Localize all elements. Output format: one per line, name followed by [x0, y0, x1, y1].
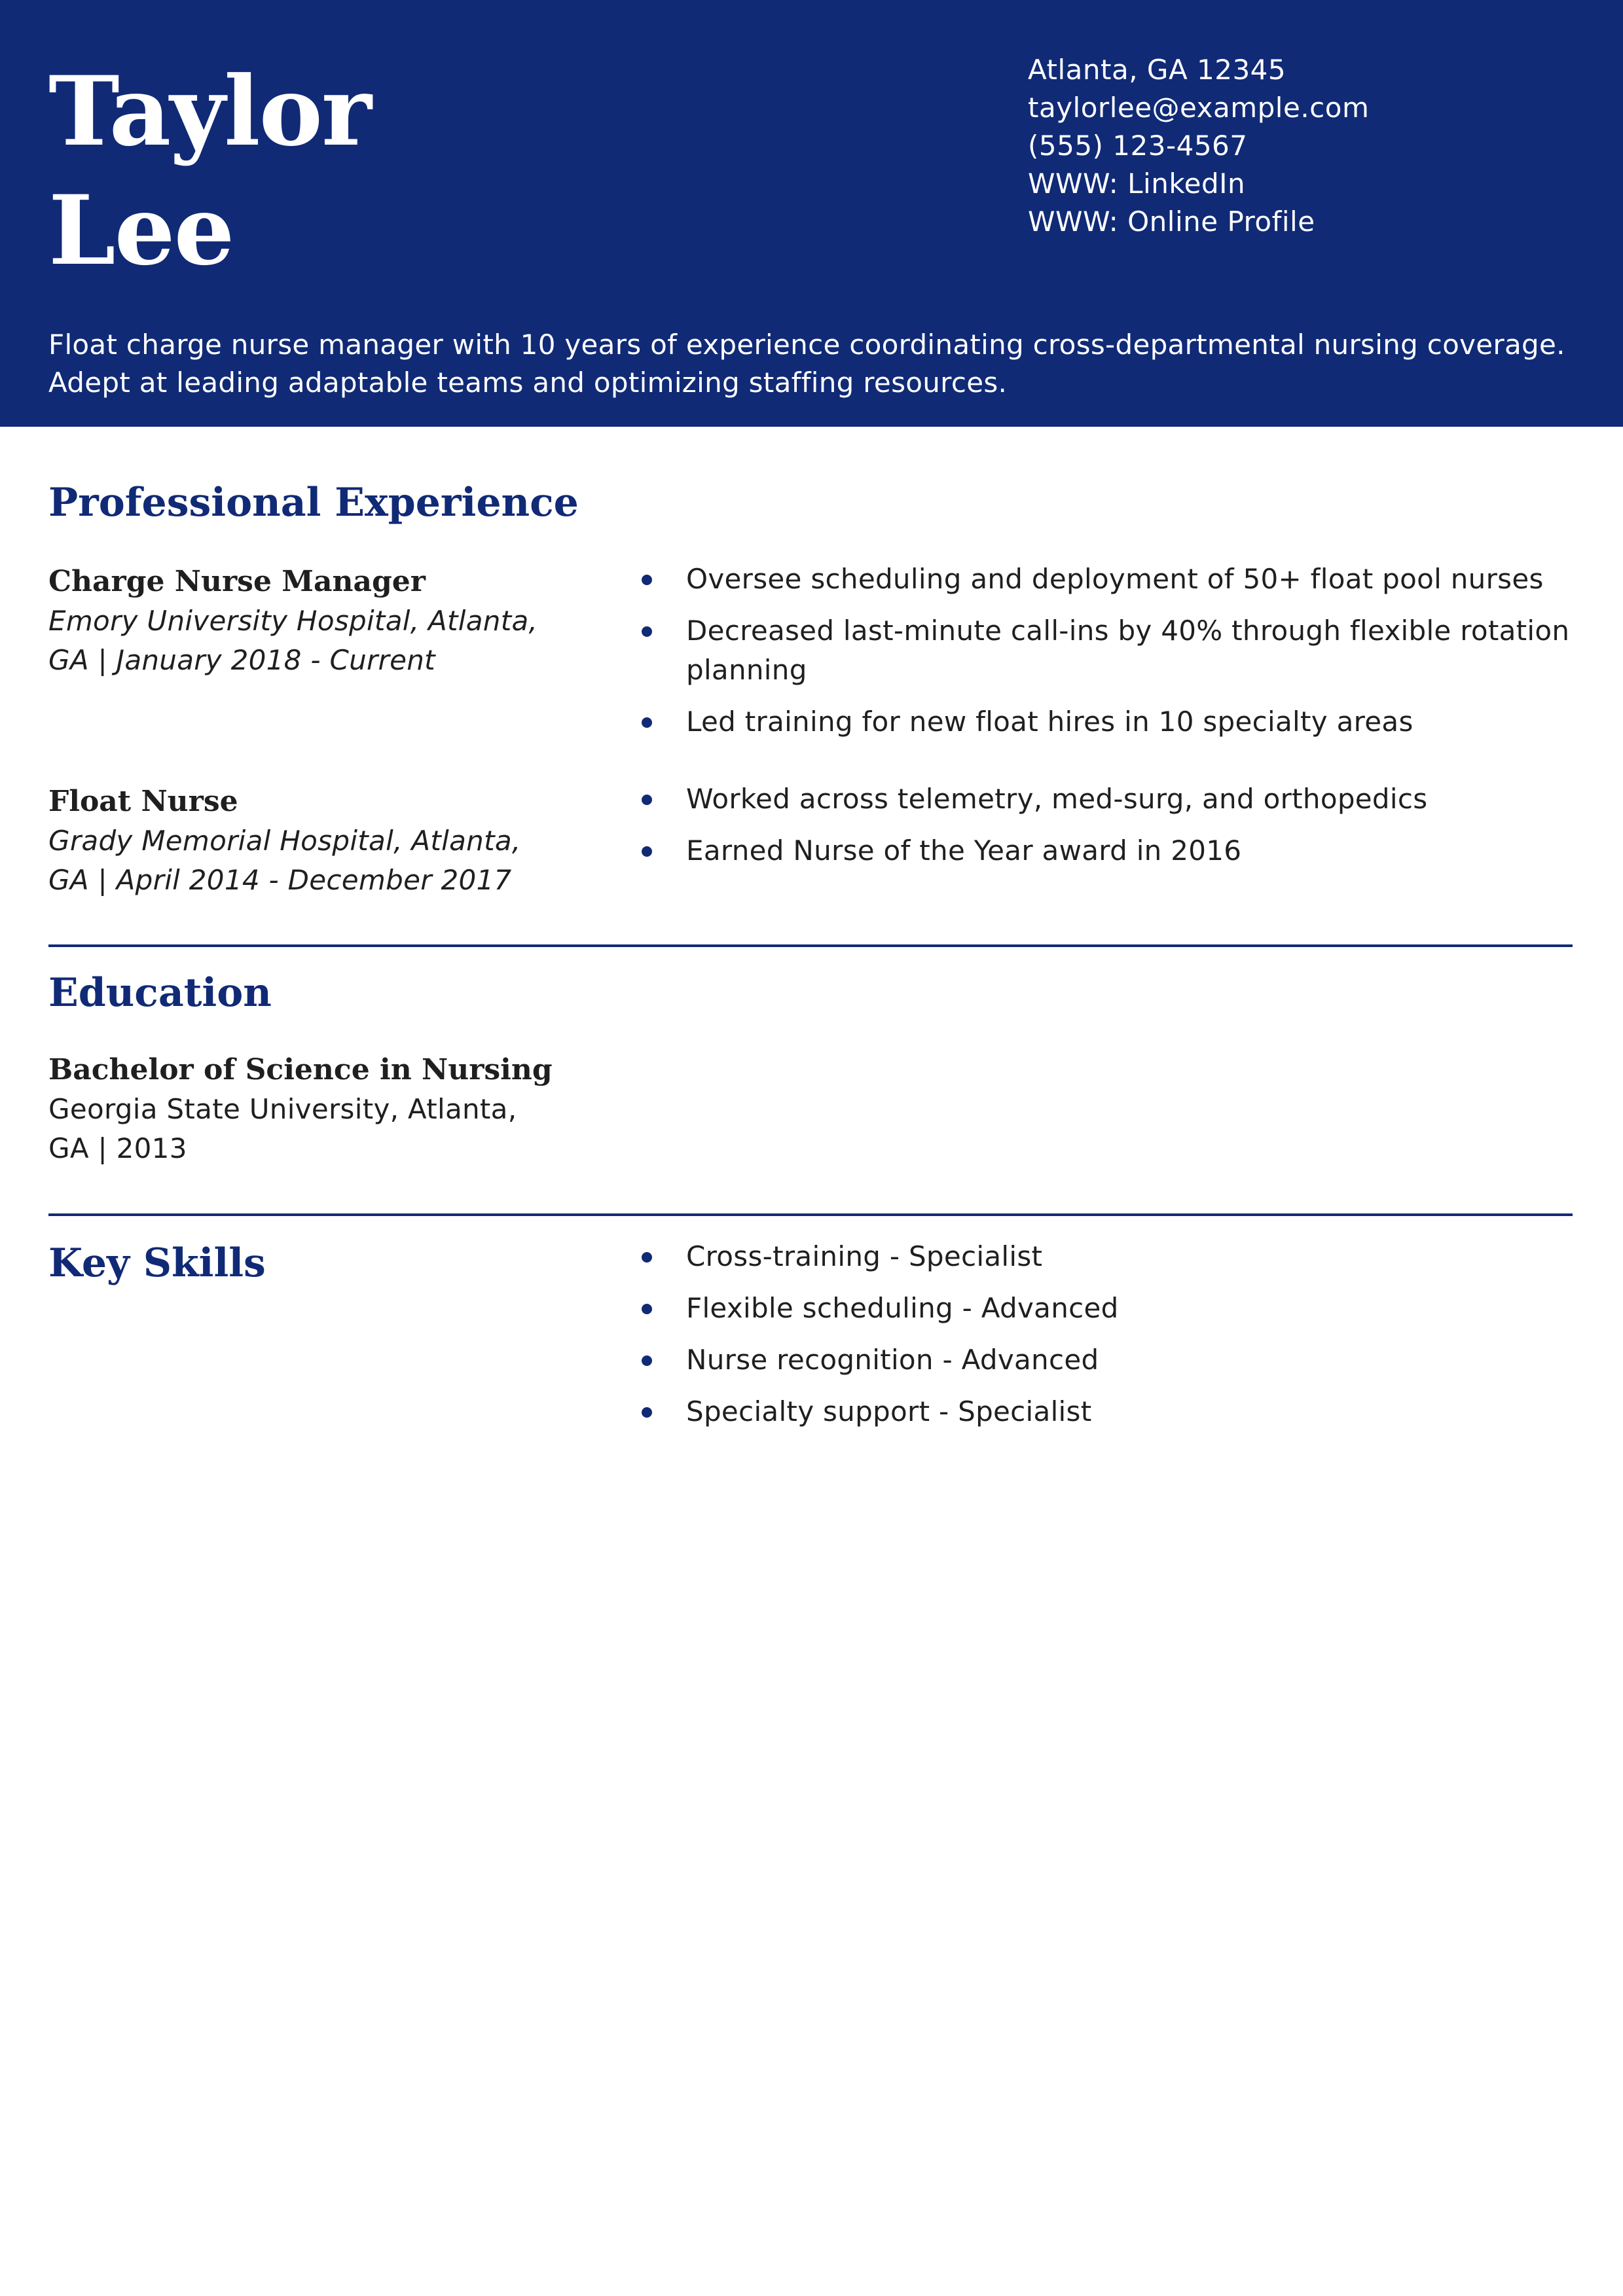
bullet-icon — [642, 1304, 652, 1314]
bullet-icon — [642, 1355, 652, 1366]
job-bullets — [592, 780, 1574, 883]
list-item: Earned Nurse of the Year award in 2016 — [592, 831, 1574, 870]
skills-list — [592, 1237, 1574, 1444]
experience-heading: Professional Experience — [48, 480, 579, 526]
list-item: Oversee scheduling and deployment of 50+ float pool nurses — [592, 560, 1574, 599]
candidate-name — [48, 52, 638, 291]
contact-email[interactable]: taylorlee@example.com — [1028, 92, 1370, 124]
name-last: Lee — [48, 175, 234, 287]
skills-section — [48, 1237, 1574, 1499]
bullet-icon — [642, 1252, 652, 1263]
job-entry — [48, 562, 559, 680]
contact-online-profile[interactable]: WWW: Online Profile — [1028, 206, 1315, 238]
skills-heading: Key Skills — [48, 1240, 266, 1286]
section-divider — [48, 944, 1573, 947]
list-item: Nurse recognition - Advanced — [592, 1340, 1574, 1380]
job-details — [48, 601, 559, 680]
job-details — [48, 821, 559, 900]
contact-phone: (555) 123-4567 — [1028, 130, 1248, 162]
name-first: Taylor — [48, 56, 371, 168]
bullet-icon — [642, 626, 652, 637]
job-employer: Grady Memorial Hospital — [48, 825, 394, 857]
list-item: Cross-training - Specialist — [592, 1237, 1574, 1276]
job-location-dates: , Atlanta, GA | January 2018 - Current — [48, 605, 538, 676]
bullet-icon — [642, 846, 652, 857]
list-item: Flexible scheduling - Advanced — [592, 1289, 1574, 1328]
school-details: Georgia State University, Atlanta, GA | 2013 — [48, 1093, 517, 1164]
education-heading: Education — [48, 970, 272, 1016]
education-entry — [48, 1050, 559, 1168]
contact-linkedin[interactable]: WWW: LinkedIn — [1028, 168, 1246, 200]
job-employer: Emory University Hospital — [48, 605, 410, 637]
job-entry — [48, 782, 559, 900]
contact-info — [1028, 51, 1604, 241]
list-item: Decreased last-minute call-ins by 40% through flexible rotation planning — [592, 611, 1574, 690]
list-item: Specialty support - Specialist — [592, 1392, 1574, 1431]
bullet-icon — [642, 1407, 652, 1418]
bullet-icon — [642, 717, 652, 728]
section-divider — [48, 1213, 1573, 1216]
degree-title: Bachelor of Science in Nursing — [48, 1053, 553, 1086]
contact-address: Atlanta, GA 12345 — [1028, 54, 1286, 86]
professional-summary: Float charge nurse manager with 10 years of experience coordinating cross-departmental nursing coverage. Adept at leading adaptable teams and optimizing staffing resources. — [48, 329, 1565, 399]
list-item: Led training for new float hires in 10 specialty areas — [592, 702, 1574, 742]
bullet-icon — [642, 575, 652, 585]
job-title: Float Nurse — [48, 785, 238, 818]
experience-section — [48, 476, 1574, 908]
resume-header — [0, 0, 1623, 427]
bullet-icon — [642, 795, 652, 805]
education-section — [48, 967, 1574, 1196]
job-title: Charge Nurse Manager — [48, 565, 426, 598]
job-location-dates: , Atlanta, GA | April 2014 - December 2017 — [48, 825, 521, 896]
job-bullets — [592, 560, 1574, 754]
list-item: Worked across telemetry, med-surg, and orthopedics — [592, 780, 1574, 819]
